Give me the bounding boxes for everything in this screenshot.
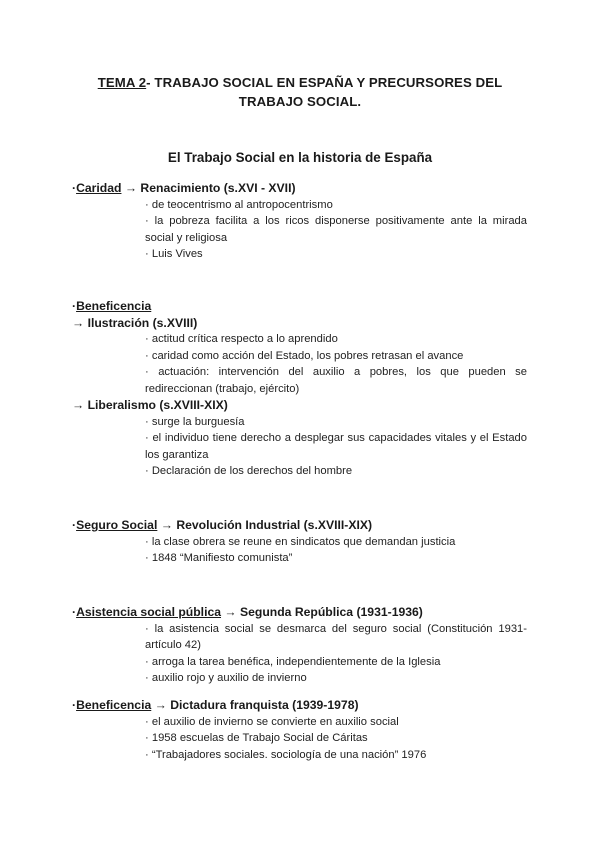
caridad-list	[72, 197, 527, 263]
list-item: · auxilio rojo y auxilio de invierno	[145, 672, 307, 684]
list-item: · la clase obrera se reune en sindicatos que demandan justicia	[145, 535, 456, 548]
list-item: · 1848 “Manifiesto comunista”	[145, 552, 293, 564]
list-item: · el individuo tiene derecho a desplegar sus capacidades vitales y el Estado los garantiza	[145, 432, 528, 461]
list-item: · la pobreza facilita a los ricos disponerse positivamente ante la mirada social y religiosa	[145, 215, 528, 244]
list-item: · de teocentrismo al antropocentrismo	[145, 198, 333, 211]
liberalismo-list	[72, 414, 527, 480]
list-item: · el auxilio de invierno se convierte en auxilio social	[145, 715, 399, 728]
list-item: · actitud crítica respecto a lo aprendido	[145, 333, 338, 345]
list-item: · Luis Vives	[145, 248, 203, 260]
ilustracion-heading: → Ilustración (s.XVIII)	[72, 315, 198, 330]
section-asistencia	[72, 604, 527, 687]
list-item: · Declaración de los derechos del hombre	[145, 465, 353, 477]
section-beneficencia	[72, 298, 527, 480]
section-beneficencia-franquista	[72, 697, 426, 763]
liberalismo-heading: → Liberalismo (s.XVIII-XIX)	[72, 398, 228, 412]
ilustracion-list	[72, 331, 527, 397]
list-item: · “Trabajadores sociales. sociología de una nación” 1976	[145, 748, 427, 761]
list-item: · la asistencia social se desmarca del seguro social (Constitución 1931- artículo 42)	[145, 622, 527, 651]
list-item: · arroga la tarea benéfica, independientemente de la Iglesia	[145, 655, 441, 668]
list-item: · caridad como acción del Estado, los pobres retrasan el avance	[145, 349, 464, 362]
asistencia-heading: ·Asistencia social pública → Segunda República (1931-1936)	[72, 605, 423, 619]
list-item: · actuación: intervención del auxilio a pobres, los que pueden se redireccionan (trabajo, ejército)	[145, 366, 527, 395]
beneficencia-franquista-heading: ·Beneficencia → Dictadura franquista (1939-1978)	[72, 698, 359, 712]
beneficencia-heading: ·Beneficencia	[72, 299, 152, 313]
asistencia-list	[72, 621, 527, 687]
title-line2: TRABAJO SOCIAL.	[238, 94, 362, 109]
list-item: · 1958 escuelas de Trabajo Social de Cáritas	[145, 732, 368, 744]
section-seguro-social	[72, 517, 455, 567]
section-caridad	[72, 180, 527, 263]
tema-label: TEMA 2	[97, 75, 147, 90]
seguro-list	[72, 534, 455, 567]
title-line1: - TRABAJO SOCIAL EN ESPAÑA Y PRECURSORES DEL	[146, 75, 503, 90]
section-subtitle: El Trabajo Social en la historia de España	[167, 150, 433, 165]
caridad-heading: ·Caridad → Renacimiento (s.XVI - XVII)	[72, 181, 296, 195]
list-item: · surge la burguesía	[145, 415, 245, 428]
seguro-heading: ·Seguro Social → Revolución Industrial (s.XVIII-XIX)	[72, 518, 373, 532]
beneficencia-franquista-list	[72, 714, 426, 764]
document-title	[70, 73, 530, 111]
